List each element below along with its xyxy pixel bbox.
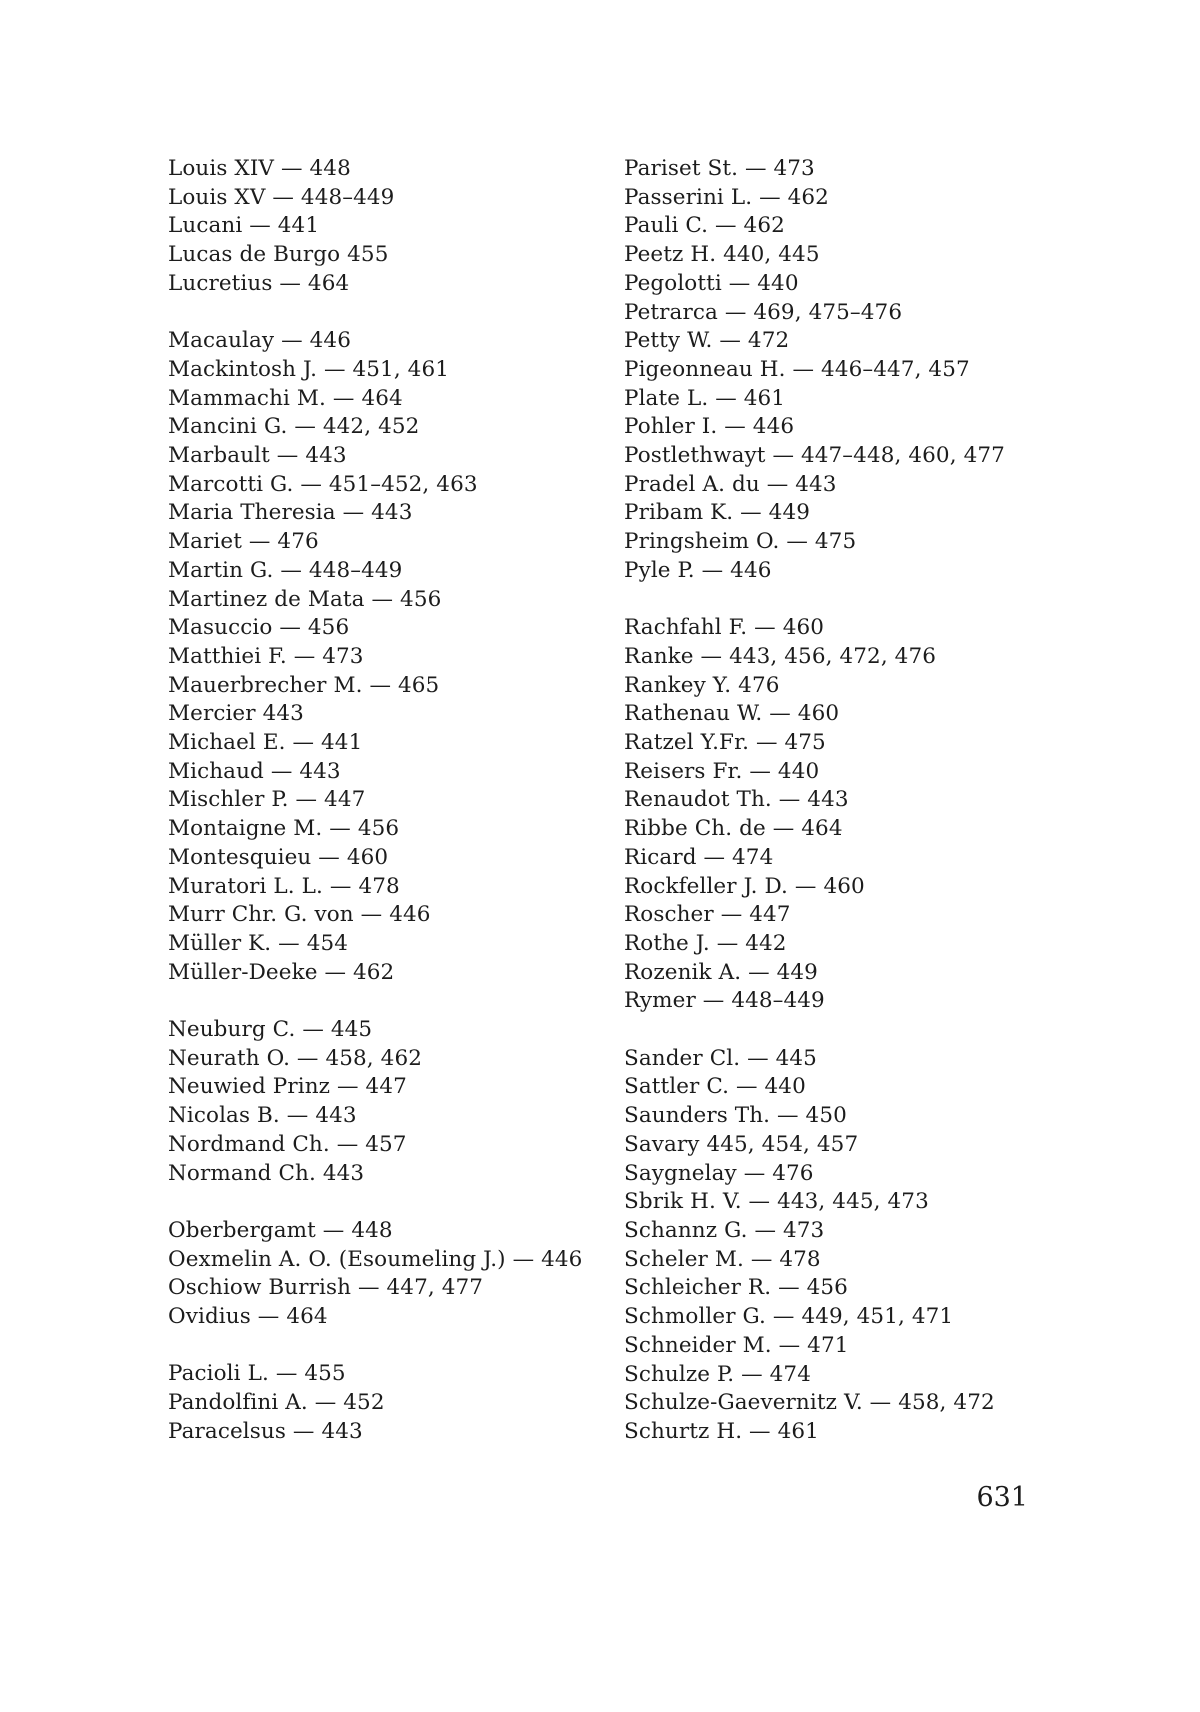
index-entry: Martinez de Mata — 456 — [168, 586, 442, 612]
index-entry: Reisers Fr. — 440 — [624, 758, 820, 784]
index-entry: Ratzel Y.Fr. — 475 — [624, 730, 826, 756]
index-entry: Pohler I. — 446 — [624, 414, 795, 440]
index-entry: Müller K. — 454 — [168, 930, 349, 956]
index-entry: Normand Ch. 443 — [168, 1160, 365, 1186]
index-entry: Petty W. — 472 — [624, 328, 790, 354]
index-entry: Nicolas B. — 443 — [168, 1103, 357, 1129]
index-entry: Lucas de Burgo 455 — [168, 242, 389, 268]
index-entry: Maria Theresia — 443 — [168, 500, 413, 526]
index-entry: Schmoller G. — 449, 451, 471 — [624, 1304, 954, 1330]
index-column-right — [624, 155, 1034, 1447]
index-entry: Neurath O. — 458, 462 — [168, 1045, 423, 1071]
index-entry: Martin G. — 448–449 — [168, 557, 403, 583]
index-entry: Pyle P. — 446 — [624, 557, 772, 583]
index-entry: Schannz G. — 473 — [624, 1217, 825, 1243]
index-entry: Nordmand Ch. — 457 — [168, 1131, 407, 1157]
index-entry: Ribbe Ch. de — 464 — [624, 816, 843, 842]
index-entry: Murr Chr. G. von — 446 — [168, 902, 431, 928]
index-entry: Macaulay — 446 — [168, 328, 351, 354]
index-entry: Mercier 443 — [168, 701, 304, 727]
index-entry: Montaigne M. — 456 — [168, 816, 400, 842]
index-entry: Louis XV — 448–449 — [168, 184, 395, 210]
index-entry: Schleicher R. — 456 — [624, 1275, 848, 1301]
index-entry: Rathenau W. — 460 — [624, 701, 840, 727]
index-entry: Marbault — 443 — [168, 443, 347, 469]
index-entry: Roscher — 447 — [624, 902, 791, 928]
index-entry: Mariet — 476 — [168, 529, 319, 555]
index-entry: Pacioli L. — 455 — [168, 1361, 346, 1387]
index-entry: Pauli C. — 462 — [624, 213, 785, 239]
index-column-left — [168, 155, 598, 1447]
index-entry: Lucani — 441 — [168, 213, 320, 239]
index-entry: Paracelsus — 443 — [168, 1418, 363, 1444]
index-entry: Pariset St. — 473 — [624, 156, 815, 181]
index-entry: Pigeonneau H. — 446–447, 457 — [624, 356, 970, 382]
index-entry: Sbrik H. V. — 443, 445, 473 — [624, 1189, 929, 1215]
index-entry: Rozenik A. — 449 — [624, 959, 818, 985]
index-entry: Michael E. — 441 — [168, 730, 363, 756]
index-entry: Marcotti G. — 451–452, 463 — [168, 471, 478, 497]
index-entry: Petrarca — 469, 475–476 — [624, 299, 903, 325]
index-entry: Louis XIV — 448 — [168, 156, 351, 181]
index-entry: Renaudot Th. — 443 — [624, 787, 849, 813]
index-entry: Montesquieu — 460 — [168, 844, 389, 870]
index-entry: Pandolfini A. — 452 — [168, 1390, 385, 1416]
index-entry: Plate L. — 461 — [624, 385, 786, 411]
index-entry: Neuwied Prinz — 447 — [168, 1074, 407, 1100]
page-number: 631 — [976, 1482, 1028, 1513]
index-entry: Matthiei F. — 473 — [168, 643, 364, 669]
index-entry: Schulze P. — 474 — [624, 1361, 811, 1387]
index-entry: Saygnelay — 476 — [624, 1160, 814, 1186]
index-entry: Mischler P. — 447 — [168, 787, 366, 813]
index-entry: Muratori L. L. — 478 — [168, 873, 400, 899]
index-entry: Mammachi M. — 464 — [168, 385, 403, 411]
index-entry: Neuburg C. — 445 — [168, 1017, 373, 1043]
index-entry: Savary 445, 454, 457 — [624, 1131, 859, 1157]
index-entry: Sander Cl. — 445 — [624, 1045, 817, 1071]
index-entry: Peetz H. 440, 445 — [624, 242, 820, 268]
index-entry: Sattler C. — 440 — [624, 1074, 806, 1100]
index-entry: Saunders Th. — 450 — [624, 1103, 847, 1129]
index-entry: Rothe J. — 442 — [624, 930, 787, 956]
index-entry: Mancini G. — 442, 452 — [168, 414, 420, 440]
index-entry: Rankey Y. 476 — [624, 672, 780, 698]
index-entry: Ricard — 474 — [624, 844, 774, 870]
index-entry: Schulze-Gaevernitz V. — 458, 472 — [624, 1390, 995, 1416]
index-entry: Schneider M. — 471 — [624, 1332, 849, 1358]
index-entry: Mackintosh J. — 451, 461 — [168, 356, 450, 382]
index-entry: Rockfeller J. D. — 460 — [624, 873, 865, 899]
index-entry: Pradel A. du — 443 — [624, 471, 837, 497]
index-entry: Pribam K. — 449 — [624, 500, 811, 526]
index-entry: Michaud — 443 — [168, 758, 341, 784]
index-entry: Postlethwayt — 447–448, 460, 477 — [624, 443, 1005, 469]
index-entry: Rachfahl F. — 460 — [624, 615, 825, 641]
index-entry: Rymer — 448–449 — [624, 988, 825, 1014]
index-entry: Oexmelin A. O. (Esoumeling J.) — 446 — [168, 1246, 583, 1272]
index-entry: Lucretius — 464 — [168, 270, 350, 296]
index-entry: Ranke — 443, 456, 472, 476 — [624, 643, 937, 669]
index-entry: Oberbergamt — 448 — [168, 1217, 393, 1243]
index-entry: Ovidius — 464 — [168, 1304, 328, 1330]
index-entry: Schurtz H. — 461 — [624, 1418, 819, 1444]
index-entry: Masuccio — 456 — [168, 615, 350, 641]
index-entry: Mauerbrecher M. — 465 — [168, 672, 440, 698]
index-entry: Passerini L. — 462 — [624, 184, 829, 210]
index-entry: Müller-Deeke — 462 — [168, 959, 395, 985]
index-entry: Pegolotti — 440 — [624, 270, 799, 296]
index-entry: Scheler M. — 478 — [624, 1246, 821, 1272]
index-entry: Oschiow Burrish — 447, 477 — [168, 1275, 484, 1301]
index-entry: Pringsheim O. — 475 — [624, 529, 857, 555]
